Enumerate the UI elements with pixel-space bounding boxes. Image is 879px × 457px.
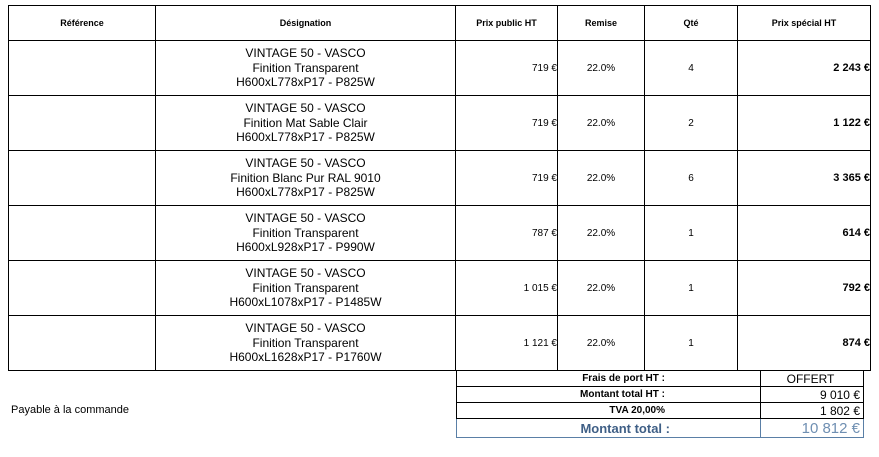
table-row bbox=[9, 316, 871, 371]
designation-line: H600xL778xP17 - P825W bbox=[236, 185, 375, 200]
reference-cell bbox=[9, 206, 156, 261]
designation-cell bbox=[156, 206, 456, 261]
table-row bbox=[9, 151, 871, 206]
designation-line: Finition Transparent bbox=[252, 60, 359, 75]
table-row bbox=[9, 41, 871, 96]
prix-special-cell: 2 243 € bbox=[738, 41, 871, 96]
designation-cell bbox=[156, 316, 456, 371]
designation-cell bbox=[156, 151, 456, 206]
table-row bbox=[9, 96, 871, 151]
prix-special-cell: 874 € bbox=[738, 316, 871, 371]
designation-cell bbox=[156, 41, 456, 96]
designation-cell bbox=[156, 96, 456, 151]
remise-cell: 22.0% bbox=[558, 96, 645, 151]
summary-table bbox=[456, 370, 864, 438]
reference-cell bbox=[9, 316, 156, 371]
table-header-row bbox=[9, 6, 871, 41]
designation-line: Finition Transparent bbox=[252, 280, 359, 295]
designation-line: VINTAGE 50 - VASCO bbox=[245, 266, 366, 281]
remise-cell: 22.0% bbox=[558, 41, 645, 96]
prix-public-cell: 719 € bbox=[456, 41, 558, 96]
remise-cell: 22.0% bbox=[558, 316, 645, 371]
reference-cell bbox=[9, 96, 156, 151]
designation-line: Finition Transparent bbox=[252, 335, 359, 350]
designation-line: Finition Transparent bbox=[252, 225, 359, 240]
summary-row-montant-ht bbox=[457, 387, 864, 403]
designation-line: H600xL1628xP17 - P1760W bbox=[229, 350, 382, 365]
designation-line: H600xL778xP17 - P825W bbox=[236, 75, 375, 90]
reference-cell bbox=[9, 151, 156, 206]
qte-cell: 6 bbox=[645, 151, 738, 206]
designation-line: VINTAGE 50 - VASCO bbox=[245, 156, 366, 171]
tva-label: TVA 20,00% bbox=[457, 403, 761, 419]
tva-value: 1 802 € bbox=[761, 403, 864, 419]
frais-label: Frais de port HT : bbox=[457, 371, 761, 387]
frais-value: OFFERT bbox=[761, 371, 864, 387]
prix-public-cell: 719 € bbox=[456, 96, 558, 151]
total-label: Montant total : bbox=[457, 419, 761, 438]
qte-cell: 2 bbox=[645, 96, 738, 151]
prix-special-cell: 792 € bbox=[738, 261, 871, 316]
summary-row-frais bbox=[457, 371, 864, 387]
prix-special-cell: 614 € bbox=[738, 206, 871, 261]
prix-special-cell: 3 365 € bbox=[738, 151, 871, 206]
qte-cell: 1 bbox=[645, 316, 738, 371]
designation-cell bbox=[156, 261, 456, 316]
header-reference: Référence bbox=[9, 6, 156, 41]
designation-line: H600xL778xP17 - P825W bbox=[236, 130, 375, 145]
designation-line: Finition Mat Sable Clair bbox=[243, 115, 368, 130]
table-row bbox=[9, 206, 871, 261]
header-qte: Qté bbox=[645, 6, 738, 41]
header-prix-special: Prix spécial HT bbox=[738, 6, 871, 41]
remise-cell: 22.0% bbox=[558, 151, 645, 206]
prix-special-cell: 1 122 € bbox=[738, 96, 871, 151]
designation-line: Finition Blanc Pur RAL 9010 bbox=[230, 170, 381, 185]
qte-cell: 4 bbox=[645, 41, 738, 96]
header-remise: Remise bbox=[558, 6, 645, 41]
prix-public-cell: 787 € bbox=[456, 206, 558, 261]
designation-line: VINTAGE 50 - VASCO bbox=[245, 46, 366, 61]
prix-public-cell: 719 € bbox=[456, 151, 558, 206]
designation-line: VINTAGE 50 - VASCO bbox=[245, 101, 366, 116]
designation-line: VINTAGE 50 - VASCO bbox=[245, 211, 366, 226]
prix-public-cell: 1 015 € bbox=[456, 261, 558, 316]
qte-cell: 1 bbox=[645, 261, 738, 316]
table-row bbox=[9, 261, 871, 316]
designation-line: H600xL1078xP17 - P1485W bbox=[229, 295, 382, 310]
header-designation: Désignation bbox=[156, 6, 456, 41]
remise-cell: 22.0% bbox=[558, 206, 645, 261]
header-prix-public: Prix public HT bbox=[456, 6, 558, 41]
designation-line: H600xL928xP17 - P990W bbox=[236, 240, 375, 255]
remise-cell: 22.0% bbox=[558, 261, 645, 316]
total-value: 10 812 € bbox=[761, 419, 864, 438]
summary-row-tva bbox=[457, 403, 864, 419]
montant-ht-label: Montant total HT : bbox=[457, 387, 761, 403]
montant-ht-value: 9 010 € bbox=[761, 387, 864, 403]
qte-cell: 1 bbox=[645, 206, 738, 261]
reference-cell bbox=[9, 41, 156, 96]
summary-row-total bbox=[457, 419, 864, 438]
prix-public-cell: 1 121 € bbox=[456, 316, 558, 371]
reference-cell bbox=[9, 261, 156, 316]
designation-line: VINTAGE 50 - VASCO bbox=[245, 321, 366, 336]
quote-table bbox=[8, 5, 871, 371]
payment-terms: Payable à la commande bbox=[11, 404, 130, 416]
